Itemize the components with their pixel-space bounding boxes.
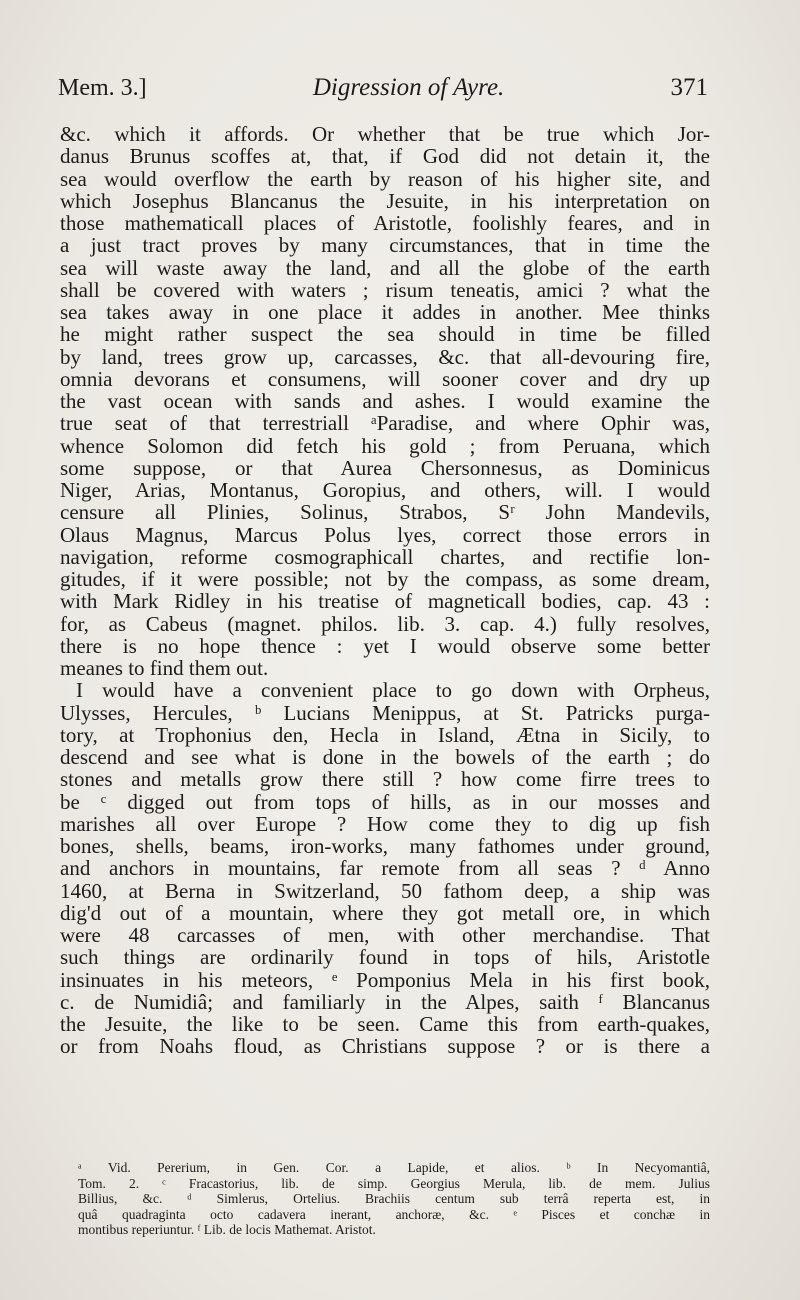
text-line: for, as Cabeus (magnet. philos. lib. 3. cap. 4.) fully resolves,: [60, 611, 710, 636]
text-line: descend and see what is done in the bowels of the earth ; do: [60, 745, 710, 769]
text-line: by land, trees grow up, carcasses, &c. that all-devouring fire,: [60, 344, 710, 369]
text-line: a just tract proves by many circumstances, that in time the: [60, 233, 710, 258]
text-line: Ulysses, Hercules, ᵇ Lucians Menippus, at St. Patricks purga-: [60, 700, 710, 725]
text-line: the vast ocean with sands and ashes. I would examine the: [60, 389, 710, 413]
running-header: [58, 74, 708, 110]
text-line: be ᶜ digged out from tops of hills, as in our mosses and: [60, 789, 710, 814]
body-text: [60, 123, 710, 1058]
text-line: were 48 carcasses of men, with other merchandise. That: [60, 923, 710, 947]
text-line: bones, shells, beams, iron-works, many fathomes under ground,: [60, 834, 710, 858]
text-line: and anchors in mountains, far remote from all seas ? ᵈ Anno: [60, 856, 710, 881]
text-line: such things are ordinarily found in tops of hils, Aristotle: [60, 945, 710, 970]
text-line: gitudes, if it were possible; not by the compass, as some dream,: [60, 567, 710, 591]
text-line: shall be covered with waters ; risum teneatis, amici ? what the: [60, 277, 710, 302]
text-line: I would have a convenient place to go down with Orpheus,: [76, 678, 710, 703]
header-section-ref: Mem. 3.]: [58, 75, 147, 101]
text-line: tory, at Trophonius den, Hecla in Island, Ætna in Sicily, to: [60, 722, 710, 747]
text-line: there is no hope thence : yet I would observe some better: [60, 633, 710, 658]
text-line: true seat of that terrestriall ᵃParadise, and where Ophir was,: [60, 411, 710, 436]
text-line: with Mark Ridley in his treatise of magneticall bodies, cap. 43 :: [60, 589, 710, 614]
text-line: marishes all over Europe ? How come they to dig up fish: [60, 811, 710, 836]
text-line: whence Solomon did fetch his gold ; from Peruana, which: [60, 433, 710, 458]
footnote-line: Billius, &c. ᵈ Simlerus, Ortelius. Brachiis centum sub terrâ reperta est, in: [78, 1191, 710, 1206]
text-line: 1460, at Berna in Switzerland, 50 fathom deep, a ship was: [60, 878, 710, 903]
text-line: navigation, reforme cosmographicall chartes, and rectifie lon-: [60, 544, 710, 569]
text-line: stones and metalls grow there still ? how come firre trees to: [60, 767, 710, 792]
text-line: danus Brunus scoffes at, that, if God did not detain it, the: [60, 144, 710, 169]
text-line: omnia devorans et consumens, will sooner cover and dry up: [60, 366, 710, 391]
text-line: Olaus Magnus, Marcus Polus lyes, correct those errors in: [60, 522, 710, 547]
header-title: Digression of Ayre.: [312, 74, 505, 101]
footnotes: [78, 1160, 710, 1238]
text-line: insinuates in his meteors, ᵉ Pomponius Mela in his first book,: [60, 967, 710, 992]
text-line: sea would overflow the earth by reason of his higher site, and: [60, 166, 710, 191]
text-line: censure all Plinies, Solinus, Strabos, Sʳ John Mandevils,: [60, 500, 710, 525]
text-line: Niger, Arias, Montanus, Goropius, and others, will. I would: [60, 478, 710, 502]
text-line: which Josephus Blancanus the Jesuite, in his interpretation on: [60, 188, 710, 213]
text-line: &c. which it affords. Or whether that be true which Jor-: [60, 122, 710, 146]
text-line: meanes to find them out.: [60, 656, 269, 680]
footnote-line: montibus reperiuntur. ᶠ Lib. de locis Mathemat. Aristot.: [78, 1222, 376, 1237]
footnote-line: Tom. 2. ᶜ Fracastorius, lib. de simp. Georgius Merula, lib. de mem. Julius: [78, 1175, 710, 1191]
footnote-line: ᵃ Vid. Pererium, in Gen. Cor. a Lapide, et alios. ᵇ In Necyomantiâ,: [78, 1160, 710, 1175]
text-line: some suppose, or that Aurea Chersonnesus, as Dominicus: [60, 455, 710, 480]
page-number: 371: [670, 74, 708, 101]
text-line: or from Noahs floud, as Christians suppose ? or is there a: [60, 1034, 710, 1059]
text-line: sea takes away in one place it addes in another. Mee thinks: [60, 300, 710, 324]
text-line: c. de Numidiâ; and familiarly in the Alpes, saith ᶠ Blancanus: [60, 989, 710, 1014]
text-line: the Jesuite, the like to be seen. Came this from earth-quakes,: [60, 1012, 710, 1036]
text-line: he might rather suspect the sea should in time be filled: [60, 322, 710, 347]
footnote-line: quâ quadraginta octo cadavera inerant, anchoræ, &c. ᵉ Pisces et conchæ in: [78, 1206, 710, 1222]
text-line: dig'd out of a mountain, where they got metall ore, in which: [60, 900, 710, 925]
text-line: those mathematicall places of Aristotle, foolishly feares, and in: [60, 211, 710, 235]
text-line: sea will waste away the land, and all the globe of the earth: [60, 255, 710, 280]
